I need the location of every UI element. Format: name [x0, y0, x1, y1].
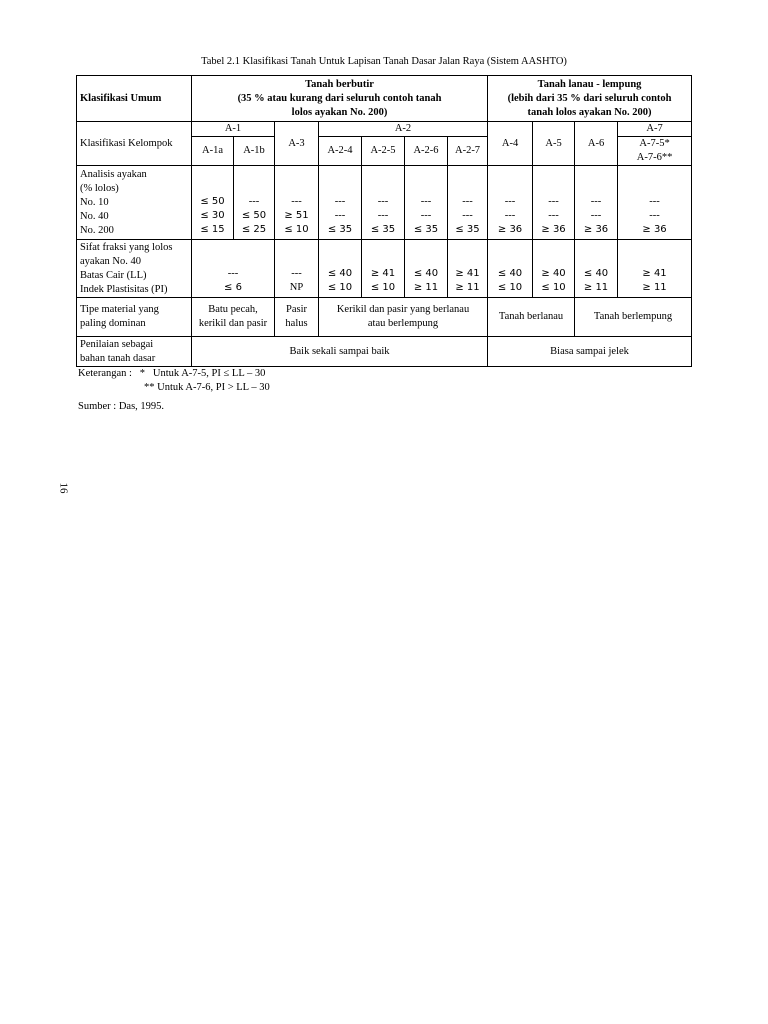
fraction-properties-row — [77, 240, 692, 298]
fraction-a1: --- ≤ 6 — [192, 240, 275, 298]
material-a1: Batu pecah, kerikil dan pasir — [192, 298, 275, 337]
granular-soil-header: Tanah berbutir (35 % atau kurang dari seluruh contoh tanah lolos ayakan No. 200) — [192, 76, 488, 122]
fraction-a5: ≥ 40 ≤ 10 — [533, 240, 575, 298]
table-caption: Tabel 2.1 Klasifikasi Tanah Untuk Lapisan Tanah Dasar Jalan Raya (Sistem AASHTO) — [201, 56, 567, 67]
sieve-a1b: --- ≤ 50 ≤ 25 — [234, 166, 275, 240]
subgroup-a25: A-2-5 — [362, 137, 405, 166]
subgroup-a27: A-2-7 — [448, 137, 488, 166]
fraction-a27: ≥ 41 ≥ 11 — [448, 240, 488, 298]
page-number: 16 — [57, 482, 70, 494]
sieve-a7: --- --- ≥ 36 — [618, 166, 692, 240]
fraction-properties-label: Sifat fraksi yang lolos ayakan No. 40 Batas Cair (LL) Indek Plastisitas (PI) — [77, 240, 192, 298]
subgroup-a7-split: A-7-5* A-7-6** — [618, 137, 692, 166]
group-a4: A-4 — [488, 122, 533, 166]
fraction-a6: ≤ 40 ≥ 11 — [575, 240, 618, 298]
subgroup-a1a: A-1a — [192, 137, 234, 166]
sieve-a27: --- --- ≤ 35 — [448, 166, 488, 240]
group-a3: A-3 — [275, 122, 319, 166]
fraction-a7: ≥ 41 ≥ 11 — [618, 240, 692, 298]
fraction-a24: ≤ 40 ≤ 10 — [319, 240, 362, 298]
subgroup-a1b: A-1b — [234, 137, 275, 166]
sieve-a6: --- --- ≥ 36 — [575, 166, 618, 240]
material-a4-a5: Tanah berlanau — [488, 298, 575, 337]
aashto-classification-table — [76, 75, 692, 367]
sieve-a24: --- --- ≤ 35 — [319, 166, 362, 240]
silt-clay-header: Tanah lanau - lempung (lebih dari 35 % dari seluruh contoh tanah lolos ayakan No. 200) — [488, 76, 692, 122]
group-classification-label: Klasifikasi Kelompok — [77, 122, 192, 166]
material-type-row — [77, 298, 692, 337]
material-a6-a7: Tanah berlempung — [575, 298, 692, 337]
sieve-a3: --- ≥ 51 ≤ 10 — [275, 166, 319, 240]
sieve-a25: --- --- ≤ 35 — [362, 166, 405, 240]
source-citation: Sumber : Das, 1995. — [78, 401, 165, 412]
subgroup-a26: A-2-6 — [405, 137, 448, 166]
sieve-a5: --- --- ≥ 36 — [533, 166, 575, 240]
fraction-a3: --- NP — [275, 240, 319, 298]
subgrade-rating-row — [77, 337, 692, 367]
group-a7: A-7 — [618, 122, 692, 137]
sieve-a1a: ≤ 50 ≤ 30 ≤ 15 — [192, 166, 234, 240]
rating-silt-clay: Biasa sampai jelek — [488, 337, 692, 367]
fraction-a26: ≤ 40 ≥ 11 — [405, 240, 448, 298]
fraction-a4: ≤ 40 ≤ 10 — [488, 240, 533, 298]
material-type-label: Tipe material yang paling dominan — [77, 298, 192, 337]
sieve-a26: --- --- ≤ 35 — [405, 166, 448, 240]
fraction-a25: ≥ 41 ≤ 10 — [362, 240, 405, 298]
subgrade-rating-label: Penilaian sebagai bahan tanah dasar — [77, 337, 192, 367]
sieve-analysis-row — [77, 166, 692, 240]
material-a3: Pasir halus — [275, 298, 319, 337]
group-a2: A-2 — [319, 122, 488, 137]
sieve-analysis-label: Analisis ayakan (% lolos) No. 10 No. 40 No. 200 — [77, 166, 192, 240]
group-a6: A-6 — [575, 122, 618, 166]
sieve-a4: --- --- ≥ 36 — [488, 166, 533, 240]
group-a5: A-5 — [533, 122, 575, 166]
general-classification-label: Klasifikasi Umum — [77, 76, 192, 122]
note-a75: Keterangan : * Untuk A-7-5, PI ≤ LL – 30 — [78, 368, 266, 379]
material-a2: Kerikil dan pasir yang berlanau atau berlempung — [319, 298, 488, 337]
group-a1: A-1 — [192, 122, 275, 137]
subgroup-a24: A-2-4 — [319, 137, 362, 166]
note-a76: ** Untuk A-7-6, PI > LL – 30 — [144, 382, 270, 393]
table-notes — [78, 367, 270, 395]
rating-granular: Baik sekali sampai baik — [192, 337, 488, 367]
